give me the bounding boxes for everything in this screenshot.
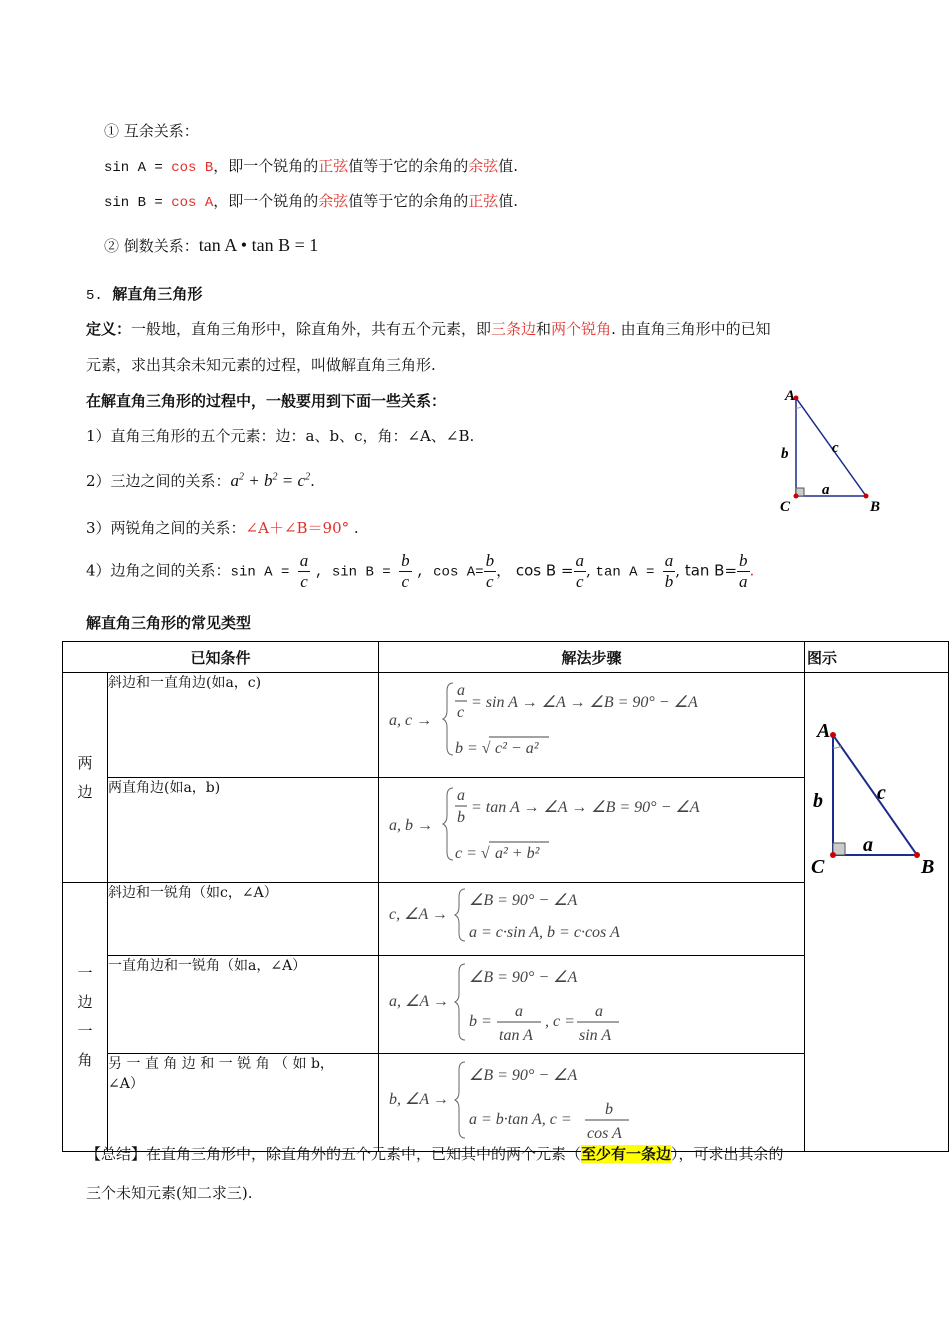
cofunction-heading: ① 互余关系： [104, 122, 199, 140]
svg-text:∠B = 90° − ∠A: ∠B = 90° − ∠A [469, 892, 578, 909]
cofunction-line-2: sin B = cos A，即一个锐角的余弦值等于它的余角的正弦值. [104, 192, 519, 211]
svg-text:c = √: c = √ [455, 845, 490, 862]
fig-label-A: A [817, 720, 831, 742]
svg-text:a = c·sin A, b = c·cos A: a = c·sin A, b = c·cos A [469, 924, 620, 941]
svg-text:c² − a²: c² − a² [495, 740, 539, 757]
label-B: B [870, 499, 881, 515]
svg-text:a, ∠A →: a, ∠A → [389, 993, 449, 1010]
svg-text:a: a [457, 682, 465, 699]
solution-row-5 [379, 1054, 805, 1152]
relation-4: 4）边角之间的关系：sin A = $\frac{a}{c}$ , sin B = $\frac{b}{c}$ , cos A= $\frac{b}{c}$ ， cos B = $\frac{a}{c}$ , tan A = $\frac{a}{b}$ , tan B= $\frac{b}{a}$ . [86, 551, 755, 591]
condition-row-4: 一直角边和一锐角（如a，∠A） [108, 956, 379, 1054]
section-5-title: 5. 解直角三角形 [86, 285, 203, 304]
table-title: 解直角三角形的常见类型 [86, 614, 252, 632]
condition-row-2: 两直角边(如a，b) [108, 778, 379, 883]
label-c: c [832, 440, 839, 456]
svg-text:= tan A → ∠A → ∠B = 90° − ∠A: = tan A → ∠A → ∠B = 90° − ∠A [471, 799, 700, 816]
svg-text:a² + b²: a² + b² [495, 845, 540, 862]
summary-line-2: 三个未知元素(知二求三). [86, 1184, 253, 1202]
svg-text:∠B = 90° − ∠A: ∠B = 90° − ∠A [469, 1067, 578, 1084]
figure-cell [805, 673, 949, 1152]
relations-heading: 在解直角三角形的过程中，一般要用到下面一些关系： [86, 392, 447, 410]
fig-label-B: B [921, 856, 935, 878]
svg-text:a: a [515, 1003, 523, 1020]
svg-text:a = b·tan A, c =: a = b·tan A, c = [469, 1111, 572, 1128]
svg-text:b = √: b = √ [455, 740, 491, 757]
svg-text:a: a [457, 787, 465, 804]
fig-label-a: a [863, 834, 873, 856]
svg-text:cos A: cos A [587, 1125, 622, 1142]
relation-2: 2）三边之间的关系：$a^2 + b^2 = c^2$. [86, 471, 315, 490]
condition-row-5: 另 一 直 角 边 和 一 锐 角 （ 如 b， ∠A） [108, 1054, 379, 1152]
header-known: 已知条件 [63, 642, 379, 673]
fig-label-C: C [811, 856, 825, 878]
svg-text:tan A: tan A [499, 1027, 533, 1044]
solution-types-table [62, 641, 949, 1152]
svg-text:b: b [605, 1101, 613, 1118]
svg-text:b =: b = [469, 1013, 492, 1030]
svg-text:= sin A → ∠A → ∠B = 90° − ∠A: = sin A → ∠A → ∠B = 90° − ∠A [471, 694, 698, 711]
svg-text:a, c →: a, c → [389, 712, 433, 729]
relation-1: 1）直角三角形的五个元素：边：a、b、c，角：∠A、∠B. [86, 427, 475, 445]
definition-line-2: 元素，求出其余未知元素的过程，叫做解直角三角形. [86, 356, 436, 374]
solution-row-3 [379, 883, 805, 956]
header-steps: 解法步骤 [379, 642, 805, 673]
svg-text:b, ∠A →: b, ∠A → [389, 1091, 449, 1108]
cofunction-line-1: sin A = cos B，即一个锐角的正弦值等于它的余角的余弦值. [104, 157, 519, 176]
group-two-sides: 两 边 [63, 673, 108, 883]
relation-3: 3）两锐角之间的关系：∠A＋∠B＝90° . [86, 519, 359, 537]
definition-line-1: 定义：一般地，直角三角形中，除直角外，共有五个元素，即三条边和两个锐角. 由直角三角形中的已知 [86, 320, 771, 338]
svg-text:∠B = 90° − ∠A: ∠B = 90° − ∠A [469, 969, 578, 986]
condition-row-1: 斜边和一直角边(如a，c) [108, 673, 379, 778]
svg-text:, c =: , c = [545, 1013, 575, 1030]
fig-label-c: c [877, 782, 886, 804]
svg-text:c: c [457, 704, 465, 721]
solution-row-1 [379, 673, 805, 778]
svg-text:a: a [595, 1003, 603, 1020]
label-b: b [781, 446, 789, 462]
svg-text:c, ∠A →: c, ∠A → [389, 906, 448, 923]
label-A: A [785, 388, 796, 404]
label-a: a [822, 482, 830, 498]
summary-line-1: 【总结】在直角三角形中，除直角外的五个元素中，已知其中的两个元素（至少有一条边），可求出其余的 [86, 1145, 784, 1163]
group-side-angle: 一 边 一 角 [63, 883, 108, 1152]
svg-text:a, b →: a, b → [389, 817, 433, 834]
solution-row-4 [379, 956, 805, 1054]
svg-text:b: b [457, 809, 465, 826]
svg-text:sin A: sin A [579, 1027, 612, 1044]
solution-row-2 [379, 778, 805, 883]
reciprocal-line: ② 倒数关系：tan A • tan B = 1 [104, 235, 319, 255]
triangle-figure [770, 386, 890, 516]
fig-label-b: b [813, 790, 823, 812]
header-figure: 图示 [805, 642, 949, 673]
condition-row-3: 斜边和一锐角（如c，∠A） [108, 883, 379, 956]
label-C: C [780, 499, 791, 515]
